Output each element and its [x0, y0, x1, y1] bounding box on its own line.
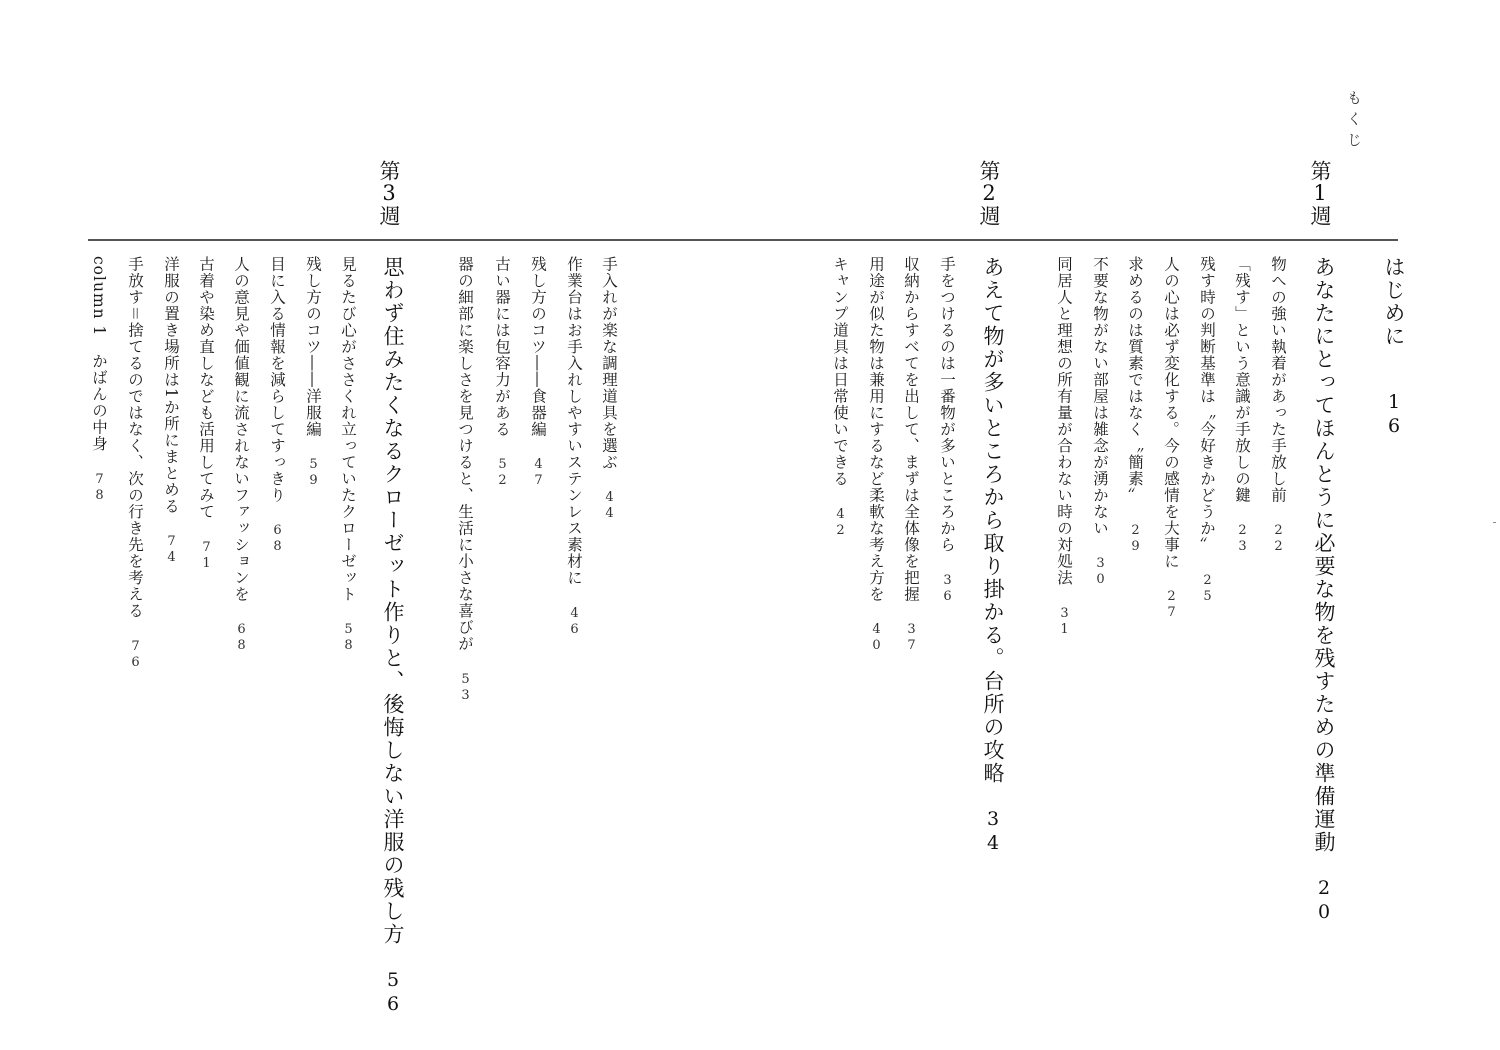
toc-item[interactable] [160, 256, 182, 566]
toc-item-text: 洋服の置き場所は1か所にまとめる [162, 256, 180, 515]
toc-item-text: キャンプ道具は日常使いできる [831, 256, 849, 487]
toc-item-text: 物への強い執着があった手放し前 [1269, 256, 1287, 504]
toc-item-column[interactable] [88, 256, 110, 504]
toc-item-text: 収納からすべてを出して、まずは全体像を把握 [902, 256, 920, 603]
chapter-page-number: 16 [1383, 390, 1405, 439]
toc-item[interactable] [1124, 256, 1146, 555]
toc-item-text: 「残す」という意識が手放しの鍵 [1233, 256, 1251, 504]
toc-item[interactable] [454, 256, 476, 704]
toc-item-page: 68 [234, 622, 249, 655]
week-label-3: 第3週 [377, 160, 402, 226]
chapter-week3[interactable] [378, 256, 408, 1017]
toc-item[interactable] [829, 256, 851, 539]
toc-item-page: 31 [1057, 605, 1072, 638]
toc-item-text: column 1 かばんの中身 [90, 256, 108, 452]
toc-item-text: 残す時の判断基準は〝今好きかどうか〟 [1198, 256, 1216, 553]
toc-item-text: 用途が似た物は兼用にするなど柔軟な考え方を [867, 256, 885, 603]
chapter-title: はじめに [1382, 256, 1406, 348]
toc-item-text: 器の細部に楽しさを見つけると、生活に小さな喜びが [456, 256, 474, 652]
toc-item-page: 78 [92, 471, 107, 504]
toc-item[interactable] [302, 256, 324, 489]
chapter-intro[interactable] [1379, 256, 1409, 439]
toc-item[interactable] [266, 256, 288, 555]
toc-item-text: 古い器には包容力がある [493, 256, 511, 438]
chapter-page-number: 34 [982, 807, 1004, 856]
toc-item-text: 人の心は必ず変化する。今の感情を大事に [1162, 256, 1180, 570]
toc-item-text: 求めるのは質素ではなく〝簡素〟 [1126, 256, 1144, 504]
toc-item-text: 残し方のコツ――食器編 [529, 256, 547, 438]
toc-item-text: 同居人と理想の所有量が合わない時の対処法 [1055, 256, 1073, 586]
toc-item-page: 68 [270, 523, 285, 556]
toc-item[interactable] [1196, 256, 1218, 605]
toc-item-page: 30 [1093, 556, 1108, 589]
toc-item-page: 29 [1128, 523, 1143, 556]
toc-item[interactable] [491, 256, 513, 489]
page-title: もくじ [1345, 90, 1363, 153]
divider-line [88, 239, 1398, 241]
toc-item-page: 37 [904, 622, 919, 655]
toc-item-page: 52 [495, 457, 510, 490]
toc-item[interactable] [936, 256, 958, 605]
chapter-week2[interactable] [978, 256, 1008, 856]
toc-item-text: 不要な物がない部屋は雑念が湧かない [1091, 256, 1109, 537]
toc-item-page: 44 [602, 490, 617, 523]
toc-item-text: 作業台はお手入れしやすいステンレス素材に [565, 256, 583, 586]
toc-item-text: 残し方のコツ――洋服編 [304, 256, 322, 438]
toc-item[interactable] [195, 256, 217, 572]
toc-item[interactable] [124, 256, 146, 671]
toc-item[interactable] [1089, 256, 1111, 588]
toc-item-text: 手入れが楽な調理道具を選ぶ [600, 256, 618, 471]
toc-item-page: 71 [199, 539, 214, 572]
chapter-page-number: 20 [1313, 876, 1335, 925]
toc-item[interactable] [900, 256, 922, 654]
toc-item-text: 目に入る情報を減らしてすっきり [268, 256, 286, 504]
toc-item[interactable] [527, 256, 549, 489]
chapter-title: あなたにとってほんとうに必要な物を残すための準備運動 [1312, 256, 1336, 854]
toc-item-page: 22 [1271, 523, 1286, 556]
week-label-2: 第2週 [977, 160, 1002, 226]
toc-item-page: 42 [833, 506, 848, 539]
toc-item[interactable] [1160, 256, 1182, 621]
chapter-week1[interactable] [1309, 256, 1339, 925]
toc-item-page: 53 [458, 671, 473, 704]
toc-item-text: 手をつけるのは一番物が多いところから [938, 256, 956, 553]
toc-item-page: 25 [1200, 572, 1215, 605]
toc-item[interactable] [230, 256, 252, 654]
toc-item[interactable] [598, 256, 620, 522]
toc-item-page: 27 [1164, 589, 1179, 622]
toc-item[interactable] [865, 256, 887, 654]
toc-item[interactable] [1231, 256, 1253, 555]
toc-item-page: 76 [128, 638, 143, 671]
chapter-title: あえて物が多いところから取り掛かる。台所の攻略 [981, 256, 1005, 785]
toc-item-page: 36 [940, 572, 955, 605]
toc-item-text: 古着や染め直しなども活用してみて [197, 256, 215, 520]
chapter-page-number: 56 [382, 968, 404, 1017]
toc-item-page: 74 [164, 534, 179, 567]
toc-item-page: 58 [341, 622, 356, 655]
toc-item-page: 47 [531, 457, 546, 490]
scan-mark [1493, 522, 1496, 523]
toc-item-text: 人の意見や価値観に流されないファッションを [232, 256, 250, 603]
toc-item-page: 59 [306, 457, 321, 490]
toc-item[interactable] [337, 256, 359, 654]
toc-item-text: 見るたび心がささくれ立っていたクローゼット [339, 256, 357, 603]
toc-item-page: 46 [567, 605, 582, 638]
toc-item-text: 手放す＝捨てるのではなく、次の行き先を考える [126, 256, 144, 620]
chapter-title: 思わず住みたくなるクローゼット作りと、後悔しない洋服の残し方 [381, 256, 405, 946]
toc-item[interactable] [1267, 256, 1289, 555]
toc-item[interactable] [1053, 256, 1075, 638]
toc-item[interactable] [563, 256, 585, 638]
week-label-1: 第1週 [1308, 160, 1333, 226]
toc-item-page: 40 [869, 622, 884, 655]
toc-item-page: 23 [1235, 523, 1250, 556]
